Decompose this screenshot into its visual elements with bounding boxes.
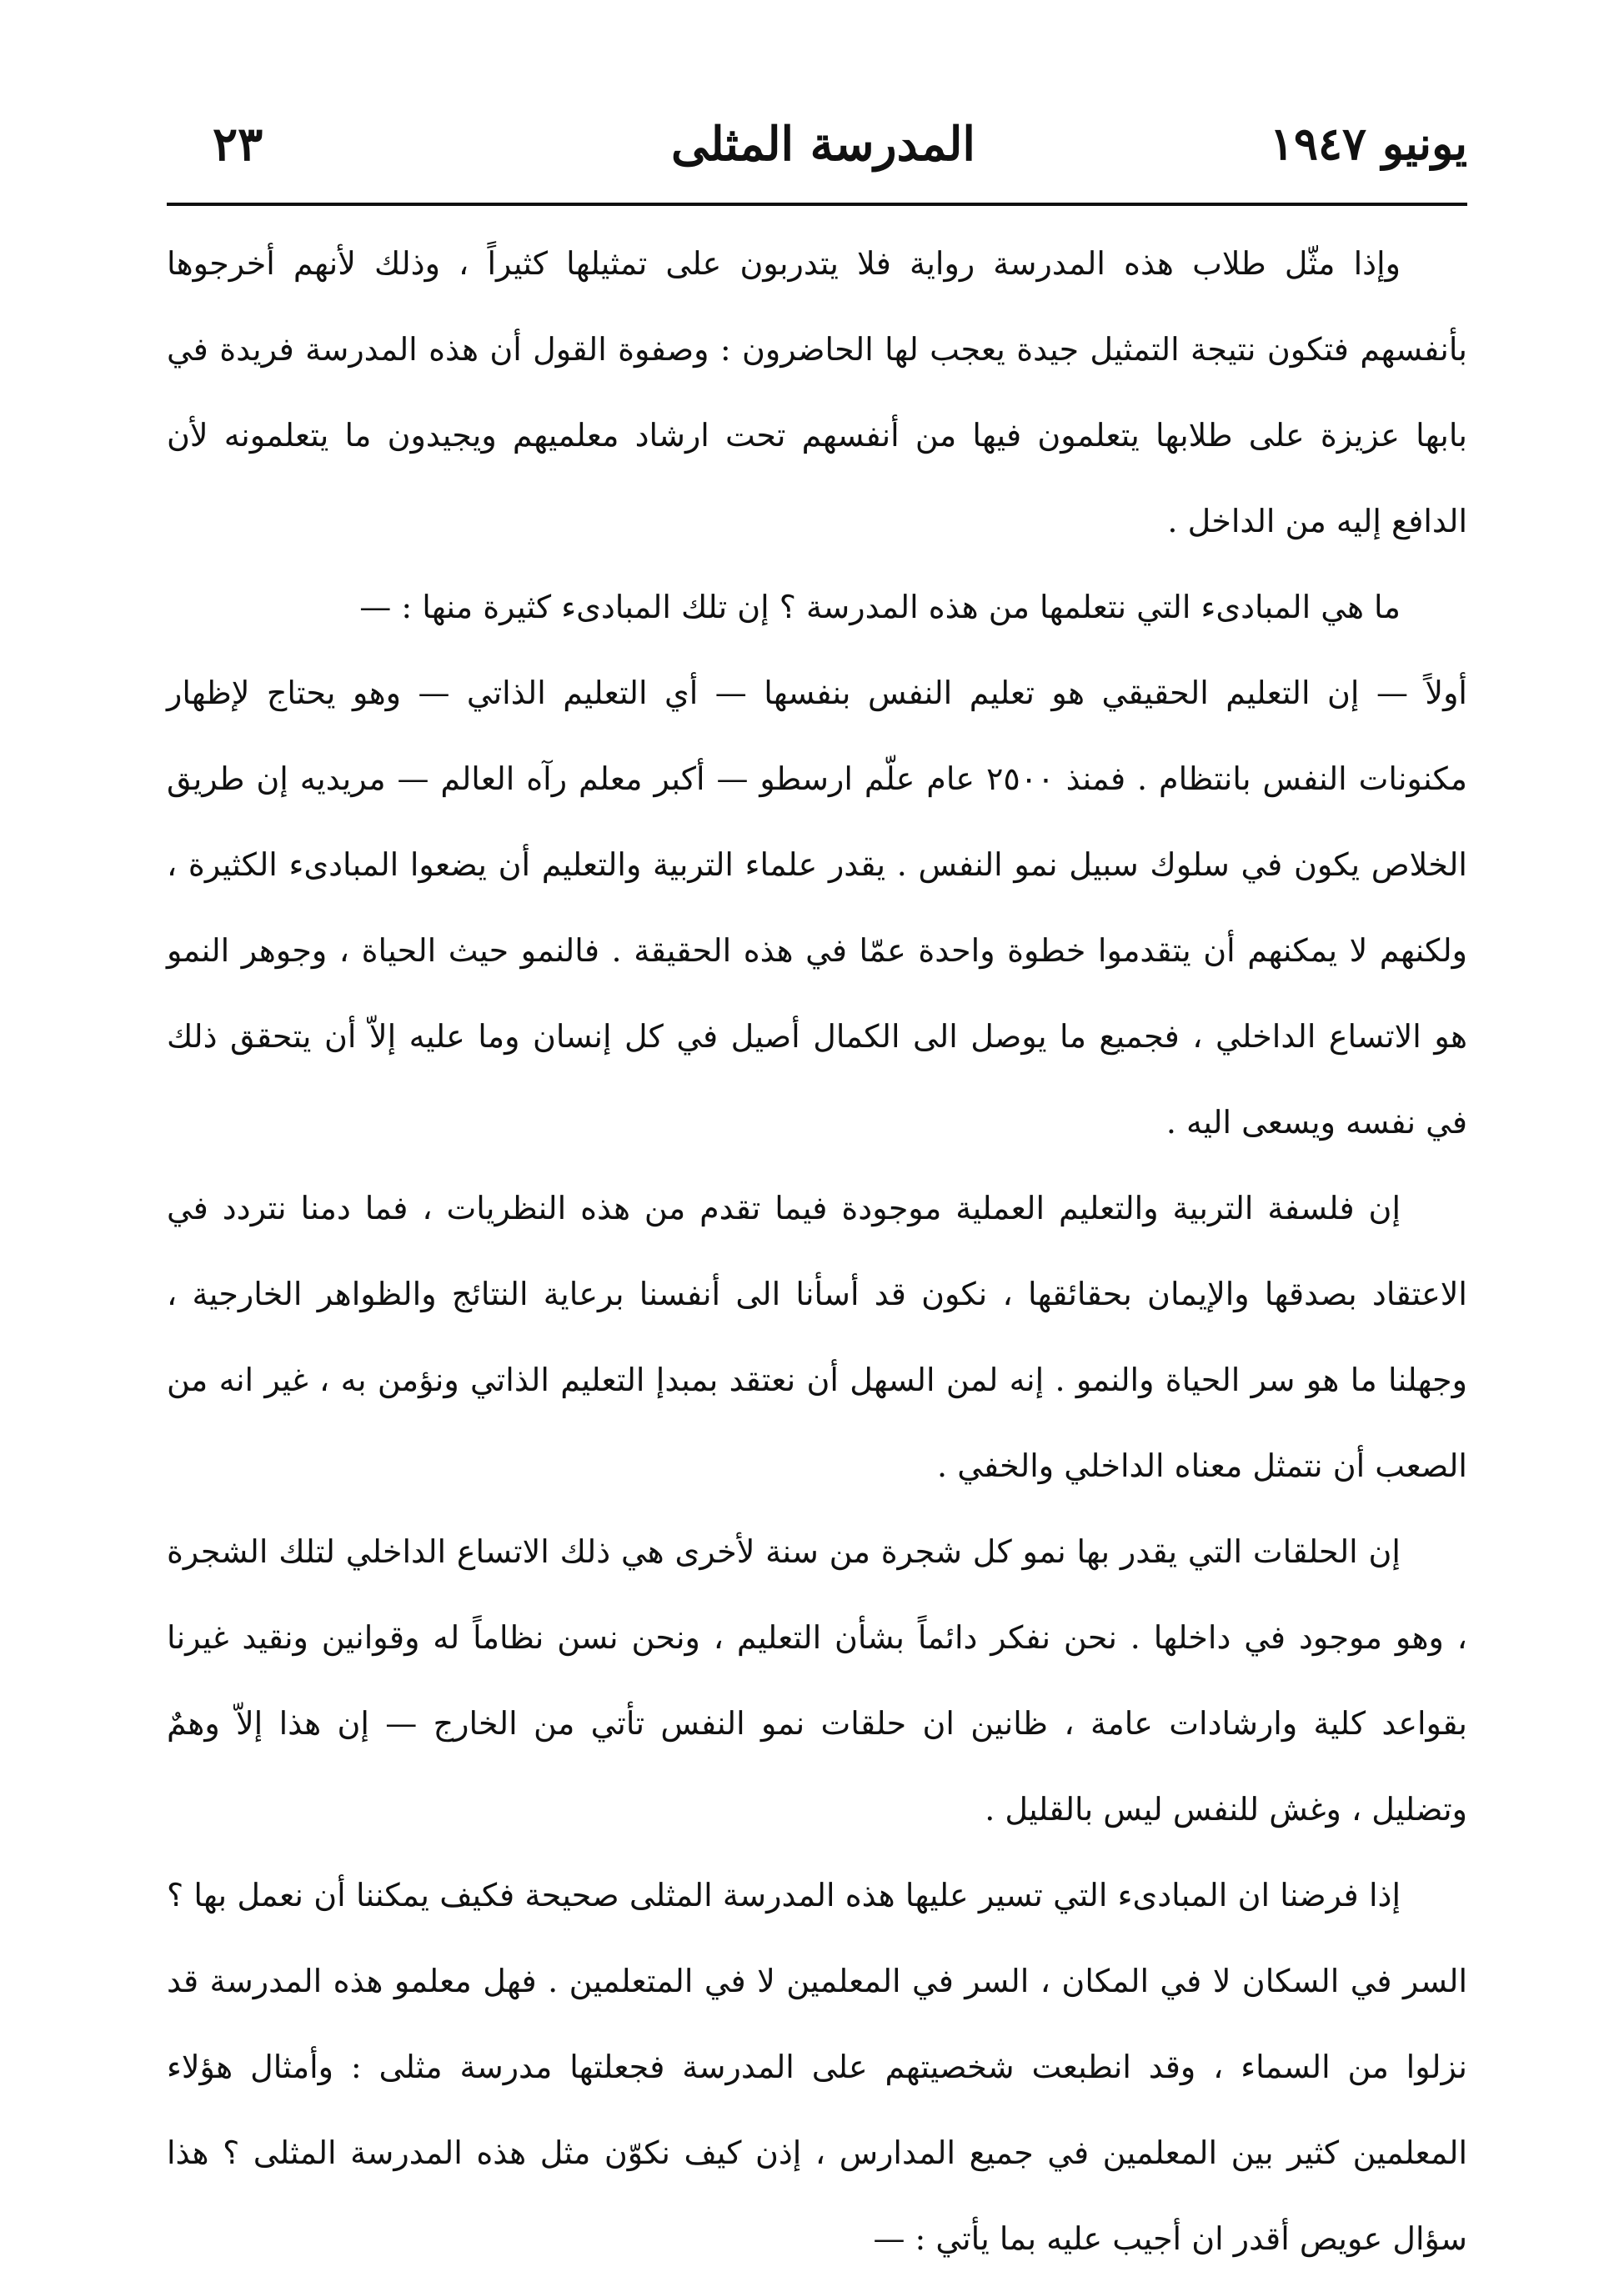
body-text (167, 221, 1467, 2282)
paragraph: ما هي المبادىء التي نتعلمها من هذه المدرسة ؟ إن تلك المبادىء كثيرة منها : — (359, 589, 1401, 625)
paragraph: إن فلسفة التربية والتعليم العملية موجودة فيما تقدم من هذه النظريات ، فما دمنا نتردد في الاعتقاد بصدقها والإيمان بحقائقها ، نكون قد أسأنا الى أنفسنا برعاية النتائج والظواهر الخارجية ، وجهلنا ما هو سر الحياة والنمو . إنه لمن السهل أن نعتقد بمبدإ التعليم الذاتي ونؤمن به ، غير انه من الصعب أن نتمثل معناه الداخلي والخفي . (167, 1190, 1467, 1484)
running-title: المدرسة المثلى (671, 117, 975, 172)
paragraph: أولاً — إن التعليم الحقيقي هو تعليم النفس بنفسها — أي التعليم الذاتي — وهو يحتاج لإظهار مكنونات النفس بانتظام . فمنذ ٢٥٠٠ عام علّم ارسطو — أكبر معلم رآه العالم — مريديه إن طريق الخلاص يكون في سلوك سبيل نمو النفس . يقدر علماء التربية والتعليم أن يضعوا المبادىء الكثيرة ، ولكنهم لا يمكنهم أن يتقدموا خطوة واحدة عمّا في هذه الحقيقة . فالنمو حيث الحياة ، وجوهر النمو هو الاتساع الداخلي ، فجميع ما يوصل الى الكمال أصيل في كل إنسان وما عليه إلاّ أن يتحقق ذلك في نفسه ويسعى اليه . (167, 675, 1467, 1141)
paragraph: إن الحلقات التي يقدر بها نمو كل شجرة من سنة لأخرى هي ذلك الاتساع الداخلي لتلك الشجرة ، وهو موجود في داخلها . نحن نفكر دائماً بشأن التعليم ، ونحن نسن نظاماً له وقوانين ونقيد غيرنا بقواعد كلية وارشادات عامة ، ظانين ان حلقات نمو النفس تأتي من الخارج — إن هذا إلاّ وهمٌ وتضليل ، وغش للنفس ليس بالقليل . (167, 1533, 1467, 1828)
paragraph: إذا فرضنا ان المبادىء التي تسير عليها هذه المدرسة المثلى صحيحة فكيف يمكننا أن نعمل بها ؟ السر في السكان لا في المكان ، السر في المعلمين لا في المتعلمين . فهل معلمو هذه المدرسة قد نزلوا من السماء ، وقد انطبعت شخصيتهم على المدرسة فجعلتها مدرسة مثلى : وأمثال هؤلاء المعلمين كثير بين المعلمين في جميع المدارس ، إذن كيف نكوّن مثل هذه المدرسة المثلى ؟ هذا سؤال عويص أقدر ان أجيب عليه بما يأتي : — (167, 1877, 1467, 2257)
paragraph: وإذا مثّل طلاب هذه المدرسة رواية فلا يتدربون على تمثيلها كثيراً ، وذلك لأنهم أخرجوها بأنفسهم فتكون نتيجة التمثيل جيدة يعجب لها الحاضرون : وصفوة القول أن هذه المدرسة فريدة في بابها عزيزة على طلابها يتعلمون فيها من أنفسهم تحت ارشاد معلميهم ويجيدون ما يتعلمونه لأن الدافع إليه من الداخل . (167, 245, 1467, 539)
header-rule (167, 203, 1467, 206)
page-number: ٢٣ (213, 117, 263, 172)
page-header (179, 117, 1467, 192)
header-date: يونيو ١٩٤٧ (1270, 117, 1467, 170)
